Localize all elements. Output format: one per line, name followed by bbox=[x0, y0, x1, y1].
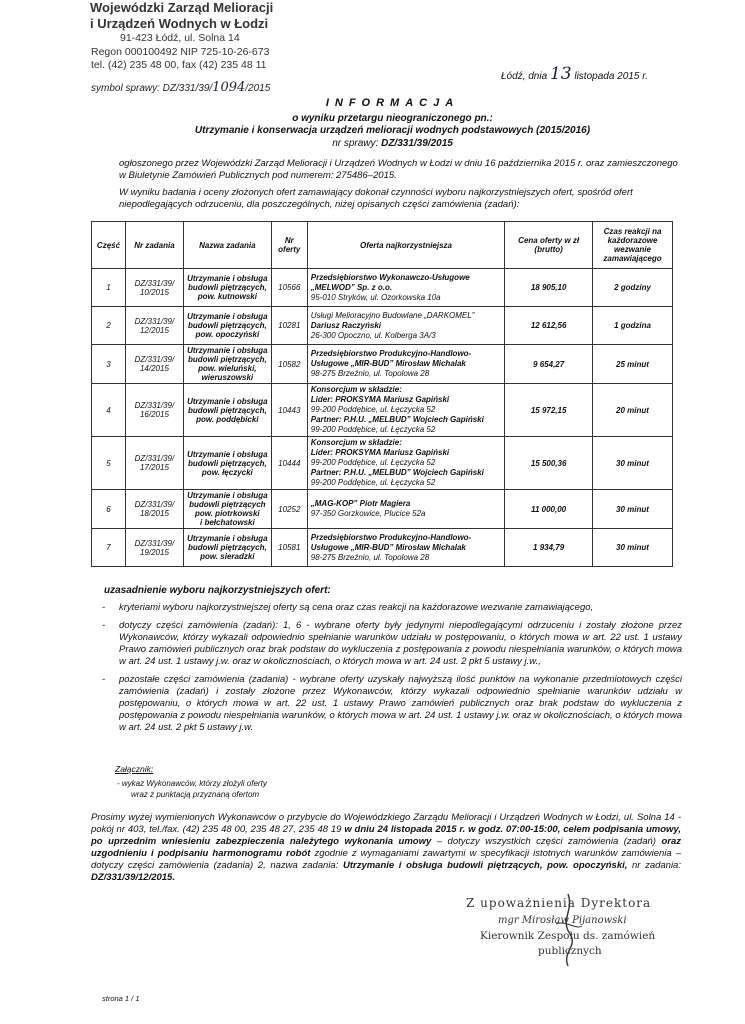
intro-paragraph: ogłoszonego przez Wojewódzki Zarząd Melioracji i Urządzeń Wodnych w Łodzi w dniu 16 października 2015 r. oraz zamieszczonego w Biuletynie Zamówień Publicznych pod numerem: 275486–2015. bbox=[119, 158, 678, 181]
reason-item: - pozostałe części zamówienia (zadania) - wybrane oferty uzyskały najwyższą ilość punktów na wykonanie przedmiotowych części zamówienia (zadań) i zostały złożone przez Wykonawców, którzy wykazali odpowiednio spełnianie warunków udziału w postępowaniu, o których mowa w art. 22 ust. 1 ustawy Prawo zamówień publicznych oraz brak podstaw do wykluczenia z postępowania z powodu niespełniania warunków, o których mowa w art. 24 ust. 1 ustawy j.w. oraz w okolicznościach, o których mowa w art. 24 ust. 2 pkt 5 ustawy j.w. bbox=[102, 674, 682, 734]
signature-line-4: publicznych bbox=[538, 945, 602, 957]
task-name-line: budowli piętrzących, bbox=[188, 405, 267, 415]
offer-line: Usługowe „MIR-BUD” Mirosław Michalak bbox=[310, 359, 466, 368]
task-name-line: budowli piętrzących, bbox=[188, 543, 267, 552]
final-bold-4: DZ/331/39/12/2015. bbox=[91, 872, 175, 883]
cell-reaction-time: 30 minut bbox=[593, 490, 673, 529]
task-name-line: Utrzymanie i obsługa bbox=[187, 312, 268, 321]
cell-best-offer bbox=[307, 384, 504, 437]
cell-task-name bbox=[183, 529, 271, 567]
org-regon: Regon 000100492 NIP 725-10-26-673 bbox=[91, 46, 270, 58]
date-handwritten-day: 13 bbox=[549, 64, 572, 84]
cell-best-offer bbox=[307, 269, 504, 307]
cell-offer-no: 10582 bbox=[271, 345, 307, 384]
cell-task-name bbox=[183, 437, 271, 490]
col-header-best-offer: Oferta najkorzystniejsza bbox=[307, 222, 504, 269]
task-name-line: budowli piętrzących bbox=[189, 500, 266, 509]
cell-best-offer bbox=[307, 437, 504, 490]
title-line-2: Utrzymanie i konserwacja urządzeń melioracji wodnych podstawowych (2015/2016) bbox=[194, 125, 591, 136]
cell-reaction-time: 20 minut bbox=[593, 384, 673, 437]
cell-task-no: DZ/331/39/ 17/2015 bbox=[125, 437, 183, 490]
case-symbol-suffix: /2015 bbox=[245, 83, 271, 94]
final-bold-2: oraz uzgodnieniu i podpisaniu harmonogramu robót bbox=[91, 836, 681, 859]
cell-price: 9 654,27 bbox=[505, 345, 593, 384]
attachment-line-2: wraz z punktacją przyznaną ofertom bbox=[131, 790, 260, 799]
task-name-line: budowli piętrzących, bbox=[188, 321, 267, 330]
task-name-line: budowli piętrzących, bbox=[188, 283, 267, 292]
org-tel: tel. (42) 235 48 00, fax (42) 235 48 11 bbox=[91, 59, 267, 71]
cell-reaction-time: 1 godzina bbox=[593, 307, 673, 345]
offer-line: 26-300 Opoczno, ul. Kolberga 3A/3 bbox=[310, 330, 436, 340]
signature-line-2: mgr Mirosław Pijanowski bbox=[498, 915, 627, 926]
final-text-3: zgodnie z wymaganiami zawartymi w specyfikacji istotnych warunków zamówienia – dotyczy części zamówienia (zadania) 2, nazwa zadania: bbox=[91, 848, 681, 871]
cell-task-name bbox=[183, 307, 271, 345]
cell-task-name bbox=[183, 384, 271, 437]
table-row bbox=[92, 529, 673, 567]
cell-reaction-time: 2 godziny bbox=[593, 269, 673, 307]
cell-part: 7 bbox=[92, 529, 126, 567]
cell-task-no: DZ/331/39/ 19/2015 bbox=[125, 529, 183, 567]
cell-offer-no: 10581 bbox=[271, 529, 307, 567]
task-name-line: wieruszowski bbox=[201, 373, 254, 382]
col-header-offer-no: Nr oferty bbox=[271, 222, 307, 269]
reasons-list bbox=[102, 602, 682, 740]
cell-best-offer bbox=[307, 529, 504, 567]
table-row bbox=[92, 437, 673, 490]
offer-line: Przedsiębiorstwo Wykonawczo-Usługowe bbox=[310, 272, 470, 282]
cell-best-offer bbox=[307, 345, 504, 384]
task-name-line: pow. poddębicki bbox=[196, 414, 259, 424]
offer-line: „MELWOD” Sp. z o.o. bbox=[310, 282, 393, 292]
final-text-2: – dotyczy wszystkich części zamówienia (zadań) bbox=[431, 836, 662, 847]
title-line-3 bbox=[0, 138, 745, 149]
final-bold-1: w dniu 24 listopada 2015 r. w godz. 07:00-15:00, celem podpisania umowy, po uprzednim wniesieniu zabezpieczenia należytego wykonania umowy bbox=[91, 824, 681, 847]
table-row bbox=[92, 345, 673, 384]
task-name-line: pow. sieradzki bbox=[200, 552, 255, 561]
cell-part: 1 bbox=[92, 269, 126, 307]
table-row bbox=[92, 307, 673, 345]
offer-line: Partner: P.H.U. „MELBUD” Wojciech Gapiński bbox=[310, 468, 484, 477]
table-header-row bbox=[92, 222, 673, 269]
cell-task-name bbox=[183, 269, 271, 307]
signature-line-3: Kierownik Zespołu ds. zamówień bbox=[480, 930, 656, 942]
task-name-line: budowli piętrzących, bbox=[188, 458, 267, 468]
org-name-1: Wojewódzki Zarząd Melioracji bbox=[90, 0, 274, 15]
task-name-line: Utrzymanie i obsługa bbox=[187, 449, 268, 459]
cell-price: 15 972,15 bbox=[505, 384, 593, 437]
col-header-part: Część bbox=[92, 222, 126, 269]
cell-best-offer bbox=[307, 307, 504, 345]
cell-part: 2 bbox=[92, 307, 126, 345]
offer-line: Przedsiębiorstwo Produkcyjno-Handlowo- bbox=[310, 349, 472, 358]
offer-line: Lider: PROKSYMA Mariusz Gapiński bbox=[310, 395, 450, 404]
offer-line: 98-275 Brzeźnio, ul. Topolowa 28 bbox=[310, 369, 430, 378]
task-name-line: Utrzymanie i obsługa bbox=[187, 274, 268, 283]
evaluation-paragraph: W wyniku badania i oceny złożonych ofert zamawiający dokonał czynności wyboru najkorzystniejszych ofert, spośród ofert niepodlegających odrzuceniu, dla poszczególnych, niżej opisanych części zamówienia (zadań): bbox=[119, 187, 633, 210]
offer-line: Lider: PROKSYMA Mariusz Gapiński bbox=[310, 448, 450, 457]
cell-part: 4 bbox=[92, 384, 126, 437]
task-name-line: pow. łęczycki bbox=[201, 467, 253, 477]
cell-price: 15 500,36 bbox=[505, 437, 593, 490]
offer-line: Partner: P.H.U. „MELBUD” Wojciech Gapiński bbox=[310, 415, 484, 424]
task-name-line: Utrzymanie i obsługa bbox=[187, 491, 268, 500]
cell-task-no: DZ/331/39/ 12/2015 bbox=[125, 307, 183, 345]
case-number-label: nr sprawy: bbox=[332, 138, 382, 149]
cell-task-no: DZ/331/39/ 10/2015 bbox=[125, 269, 183, 307]
offer-line: Dariusz Raczyński bbox=[310, 320, 382, 330]
offer-line: „MAG-KOP” Piotr Magiera bbox=[310, 499, 411, 508]
cell-part: 3 bbox=[92, 345, 126, 384]
reason-item: - kryteriami wyboru najkorzystniejszej oferty są cena oraz czas reakcji na każdorazowe wezwanie zamawiającego, bbox=[102, 602, 682, 614]
signature-line-1: Z upoważnienia Dyrektora bbox=[466, 896, 652, 910]
cell-task-no: DZ/331/39/ 18/2015 bbox=[125, 490, 183, 529]
case-symbol-handwritten: 1094 bbox=[212, 80, 246, 95]
page-footer: strona 1 / 1 bbox=[102, 994, 140, 1003]
handwritten-signature-icon bbox=[548, 890, 588, 970]
final-paragraph bbox=[91, 812, 681, 884]
task-name-line: Utrzymanie i obsługa bbox=[187, 396, 268, 406]
reason-item: - dotyczy części zamówienia (zadań): 1, 6 - wybrane oferty były jedynymi niepodlegającymi odrzuceniu i zostały złożone przez Wykonawców, którzy wykazali odpowiednio spełnianie warunków udziału w postępowaniu, o których mowa w art. 22 ust. 1 ustawy Prawo zamówień publicznych oraz brak podstaw do wykluczenia z postępowania z powodu niespełniania warunków, o których mowa w art. 24 ust. 1 ustawy j.w. oraz w okolicznościach, o których mowa w art. 24 ust. 2 pkt 5 ustawy j.w., bbox=[102, 620, 682, 668]
col-header-task-no: Nr zadania bbox=[125, 222, 183, 269]
cell-offer-no: 10443 bbox=[271, 384, 307, 437]
cell-price: 1 934,79 bbox=[505, 529, 593, 567]
attachment-line-1: - wykaz Wykonawców, którzy złożyli oferty bbox=[117, 779, 267, 788]
cell-reaction-time: 30 minut bbox=[593, 529, 673, 567]
task-name-line: pow. opoczyński bbox=[195, 330, 260, 339]
cell-task-no: DZ/331/39/ 14/2015 bbox=[125, 345, 183, 384]
date-prefix: Łódź, dnia bbox=[501, 71, 548, 82]
org-address: 91-423 Łódź, ul. Solna 14 bbox=[120, 32, 240, 44]
offer-line: 97-350 Gorzkowice, Plucice 52a bbox=[310, 509, 426, 518]
final-bold-3: Utrzymanie i obsługa budowli piętrzących, pow. opoczyński, bbox=[342, 860, 628, 871]
reasons-title: uzasadnienie wyboru najkorzystniejszych ofert: bbox=[104, 585, 331, 596]
offer-line: Usługowe „MIR-BUD” Mirosław Michalak bbox=[310, 542, 466, 552]
task-name-line: Utrzymanie i obsługa bbox=[187, 534, 268, 543]
final-text-1: Prosimy wyżej wymienionych Wykonawców o przybycie do Wojewódzkiego Zarządu Melioracji i Urządzeń Wodnych w Łodzi, ul. Solna 14 - pokój nr 403, tel./fax. (42) 235 48 00, 235 48 27, 235 48 19 bbox=[91, 812, 681, 835]
col-header-price: Cena oferty w zł (brutto) bbox=[505, 222, 593, 269]
cell-part: 5 bbox=[92, 437, 126, 490]
table-row bbox=[92, 269, 673, 307]
offer-line: 95-010 Stryków, ul. Ozorkowska 10a bbox=[310, 292, 441, 302]
cell-offer-no: 10444 bbox=[271, 437, 307, 490]
org-name-2: i Urządzeń Wodnych w Łodzi bbox=[90, 16, 269, 31]
cell-task-name bbox=[183, 490, 271, 529]
cell-reaction-time: 30 minut bbox=[593, 437, 673, 490]
cell-part: 6 bbox=[92, 490, 126, 529]
case-symbol bbox=[91, 80, 270, 95]
cell-task-no: DZ/331/39/ 16/2015 bbox=[125, 384, 183, 437]
date-suffix: listopada 2015 r. bbox=[574, 71, 648, 82]
offer-line: Usługi Melioracyjno Budowlane „DARKOMEL” bbox=[310, 310, 475, 320]
final-text-4: nr zadania: bbox=[627, 860, 681, 871]
offer-line: 99-200 Poddębice, ul. Łęczycka 52 bbox=[310, 478, 436, 487]
task-name-line: Utrzymanie i obsługa bbox=[187, 346, 268, 355]
offer-line: Konsorcjum w składzie: bbox=[310, 438, 402, 447]
cell-offer-no: 10566 bbox=[271, 269, 307, 307]
document-title: INFORMACJA bbox=[325, 97, 460, 109]
offer-line: Konsorcjum w składzie: bbox=[310, 385, 402, 394]
col-header-task-name: Nazwa zadania bbox=[183, 222, 271, 269]
title-line-1: o wyniku przetargu nieograniczonego pn.: bbox=[292, 113, 493, 124]
cell-offer-no: 10252 bbox=[271, 490, 307, 529]
case-symbol-label: symbol sprawy: DZ/331/39/ bbox=[91, 83, 213, 94]
cell-price: 18 905,10 bbox=[505, 269, 593, 307]
cell-offer-no: 10281 bbox=[271, 307, 307, 345]
task-name-line: pow. piotrkowski bbox=[195, 509, 260, 518]
cell-price: 11 000,00 bbox=[505, 490, 593, 529]
cell-price: 12 612,56 bbox=[505, 307, 593, 345]
document-date bbox=[501, 64, 648, 84]
offer-line: Przedsiębiorstwo Produkcyjno-Handlowo- bbox=[310, 532, 472, 542]
offer-line: 99-200 Poddębice, ul. Łęczycka 52 bbox=[310, 425, 436, 434]
offers-table bbox=[91, 221, 673, 567]
task-name-line: pow. kutnowski bbox=[197, 292, 257, 301]
task-name-line: pow. wieluński, bbox=[198, 364, 257, 373]
task-name-line: i bełchatowski bbox=[200, 518, 255, 527]
table-row bbox=[92, 384, 673, 437]
attachment-label: Załącznik: bbox=[115, 764, 154, 774]
cell-best-offer bbox=[307, 490, 504, 529]
col-header-reaction-time: Czas reakcji na każdorazowe wezwanie zamawiającego bbox=[593, 222, 673, 269]
task-name-line: budowli piętrzących, bbox=[188, 355, 267, 364]
offer-line: 99-200 Poddębice, ul. Łęczycka 52 bbox=[310, 405, 436, 414]
cell-task-name bbox=[183, 345, 271, 384]
offer-line: 98-275 Brzeźnio, ul. Topolowa 28 bbox=[310, 552, 430, 562]
table-row bbox=[92, 490, 673, 529]
case-number: DZ/331/39/2015 bbox=[381, 138, 453, 149]
offer-line: 99-200 Poddębice, ul. Łęczycka 52 bbox=[310, 458, 436, 467]
cell-reaction-time: 25 minut bbox=[593, 345, 673, 384]
